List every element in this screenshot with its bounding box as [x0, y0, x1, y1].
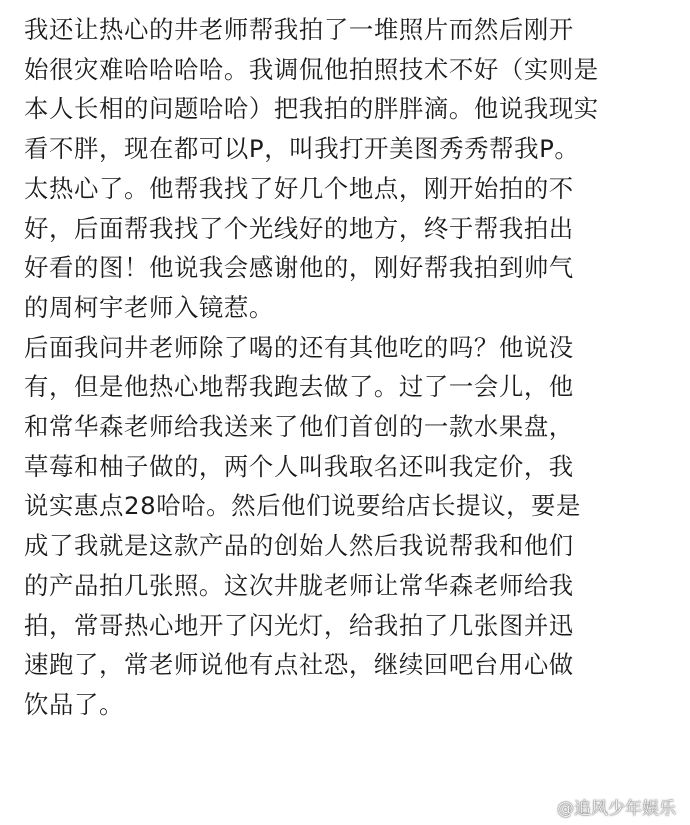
text-line: 后面我问井老师除了喝的还有其他吃的吗？他说没: [24, 332, 574, 362]
text-line: 的周柯宇老师入镜惹。: [24, 292, 274, 322]
text-line: 看不胖，现在都可以P，叫我打开美图秀秀帮我P。: [24, 134, 580, 164]
text-line: 太热心了。他帮我找了好几个地点，刚开始拍的不: [24, 173, 574, 203]
text-line: 饮品了。: [24, 689, 124, 719]
text-line: 的产品拍几张照。这次井胧老师让常华森老师给我: [24, 570, 574, 600]
weibo-logo-icon: [529, 798, 551, 816]
text-line: 和常华森老师给我送来了他们首创的一款水果盘，: [24, 412, 574, 442]
text-line: 有，但是他热心地帮我跑去做了。过了一会儿，他: [24, 372, 574, 402]
paragraph-2: [24, 328, 676, 725]
text-line: 我还让热心的井老师帮我拍了一堆照片而然后刚开: [24, 15, 574, 44]
watermark: [529, 794, 676, 819]
text-line: 好，后面帮我找了个光线好的地方，终于帮我拍出: [24, 213, 574, 243]
text-line: 本人长相的问题哈哈）把我拍的胖胖滴。他说我现实: [24, 94, 599, 124]
paragraph-1: [24, 10, 676, 328]
text-line: 成了我就是这款产品的创始人然后我说帮我和他们: [24, 531, 574, 561]
text-line: 草莓和柚子做的，两个人叫我取名还叫我定价，我: [24, 451, 574, 481]
text-line: 始很灾难哈哈哈哈。我调侃他拍照技术不好（实则是: [24, 54, 599, 84]
text-line: 速跑了，常老师说他有点社恐，继续回吧台用心做: [24, 650, 574, 680]
text-line: 说实惠点28哈哈。然后他们说要给店长提议，要是: [24, 491, 582, 521]
text-line: 好看的图！他说我会感谢他的，刚好帮我拍到帅气: [24, 253, 574, 283]
watermark-text: @追风少年娱乐: [557, 799, 676, 819]
text-line: 拍，常哥热心地开了闪光灯，给我拍了几张图并迅: [24, 610, 574, 640]
